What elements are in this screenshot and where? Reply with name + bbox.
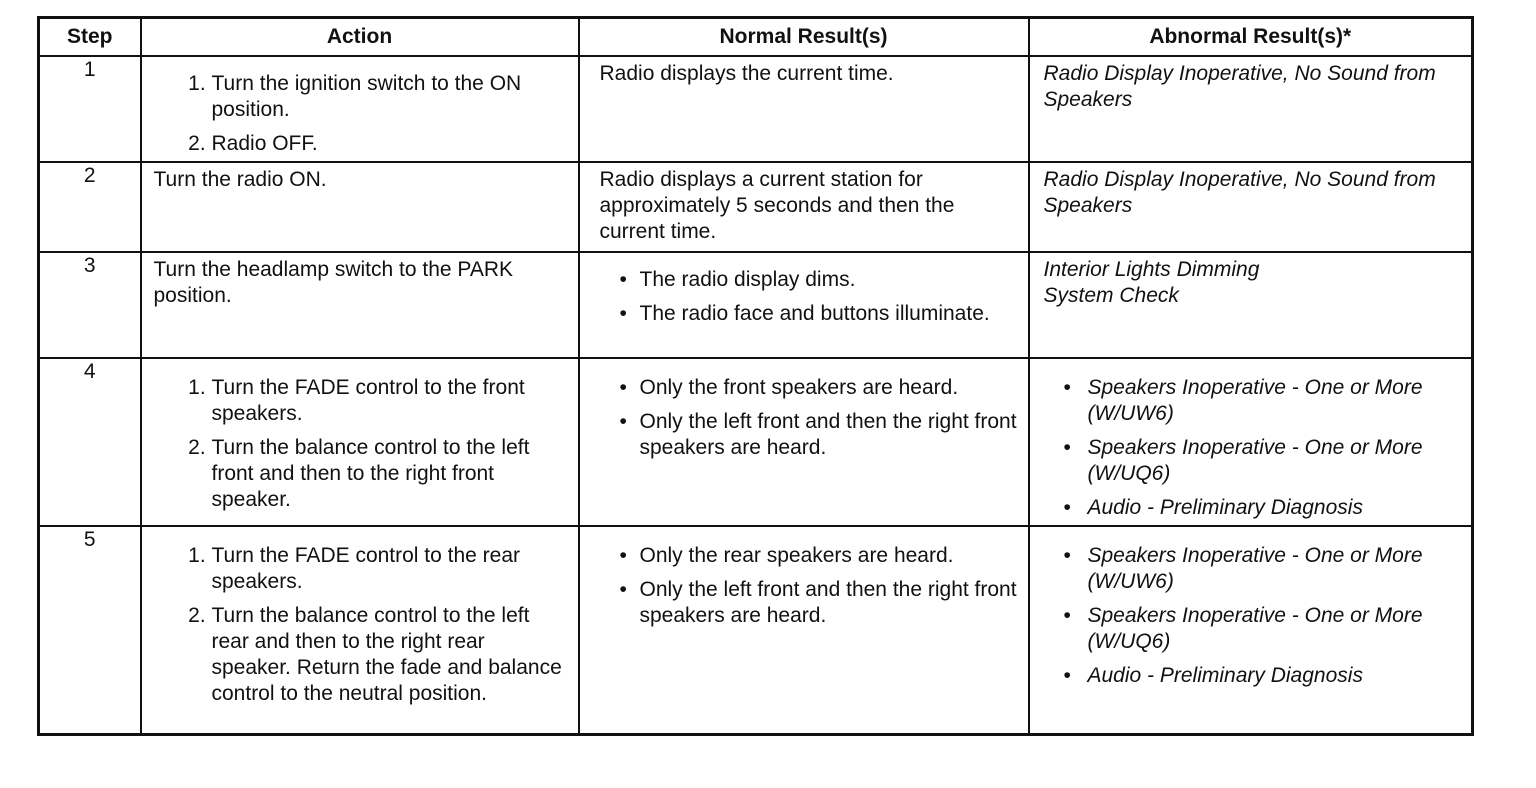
normal-result-item: • The radio face and buttons illuminate. (620, 301, 1018, 327)
normal-result-item: • Only the front speakers are heard. (620, 375, 1018, 401)
abnormal-result-cell (1029, 358, 1473, 526)
abnormal-result-cell: Radio Display Inoperative, No Sound from Speakers (1029, 56, 1473, 162)
abnormal-result-cell (1029, 526, 1473, 734)
action-cell: Turn the radio ON. (141, 162, 579, 252)
normal-result-cell (579, 526, 1029, 734)
header-action: Action (141, 18, 579, 57)
abnormal-result-line: System Check (1043, 284, 1179, 307)
action-item: 2. Radio OFF. (212, 131, 568, 157)
abnormal-result-item: • Audio - Preliminary Diagnosis (1064, 663, 1462, 689)
abnormal-result-item: • Speakers Inoperative - One or More (W/UQ6) (1064, 603, 1462, 655)
table-row (39, 56, 1473, 162)
action-item: 1. Turn the ignition switch to the ON position. (212, 71, 568, 123)
step-number: 1 (39, 56, 141, 162)
abnormal-result-item: • Speakers Inoperative - One or More (W/UW6) (1064, 543, 1462, 595)
header-step: Step (39, 18, 141, 57)
action-item: 1. Turn the FADE control to the rear speakers. (212, 543, 568, 595)
table-row (39, 162, 1473, 252)
header-normal-results: Normal Result(s) (579, 18, 1029, 57)
table-row (39, 526, 1473, 734)
normal-result-cell (579, 252, 1029, 358)
normal-result-item: • The radio display dims. (620, 267, 1018, 293)
abnormal-result-cell: Radio Display Inoperative, No Sound from Speakers (1029, 162, 1473, 252)
abnormal-result-item: • Speakers Inoperative - One or More (W/UQ6) (1064, 435, 1462, 487)
action-cell (141, 526, 579, 734)
normal-result-cell: Radio displays the current time. (579, 56, 1029, 162)
step-number: 4 (39, 358, 141, 526)
action-item: 2. Turn the balance control to the left rear and then to the right rear speaker. Return the fade and balance control to the neutral position. (212, 603, 568, 707)
action-cell (141, 56, 579, 162)
header-abnormal-results: Abnormal Result(s)* (1029, 18, 1473, 57)
diagnostic-table (37, 16, 1474, 736)
normal-result-cell: Radio displays a current station for approximately 5 seconds and then the current time. (579, 162, 1029, 252)
action-cell (141, 358, 579, 526)
header-row (39, 18, 1473, 57)
abnormal-result-cell (1029, 252, 1473, 358)
table-row (39, 358, 1473, 526)
normal-result-item: • Only the rear speakers are heard. (620, 543, 1018, 569)
abnormal-result-item: • Speakers Inoperative - One or More (W/UW6) (1064, 375, 1462, 427)
normal-result-item: • Only the left front and then the right front speakers are heard. (620, 577, 1018, 629)
abnormal-result-item: • Audio - Preliminary Diagnosis (1064, 495, 1462, 521)
step-number: 5 (39, 526, 141, 734)
normal-result-item: • Only the left front and then the right front speakers are heard. (620, 409, 1018, 461)
step-number: 2 (39, 162, 141, 252)
abnormal-result-line: Interior Lights Dimming (1043, 258, 1260, 281)
table-row (39, 252, 1473, 358)
step-number: 3 (39, 252, 141, 358)
action-item: 1. Turn the FADE control to the front speakers. (212, 375, 568, 427)
action-item: 2. Turn the balance control to the left front and then to the right front speaker. (212, 435, 568, 513)
normal-result-cell (579, 358, 1029, 526)
action-cell: Turn the headlamp switch to the PARK position. (141, 252, 579, 358)
